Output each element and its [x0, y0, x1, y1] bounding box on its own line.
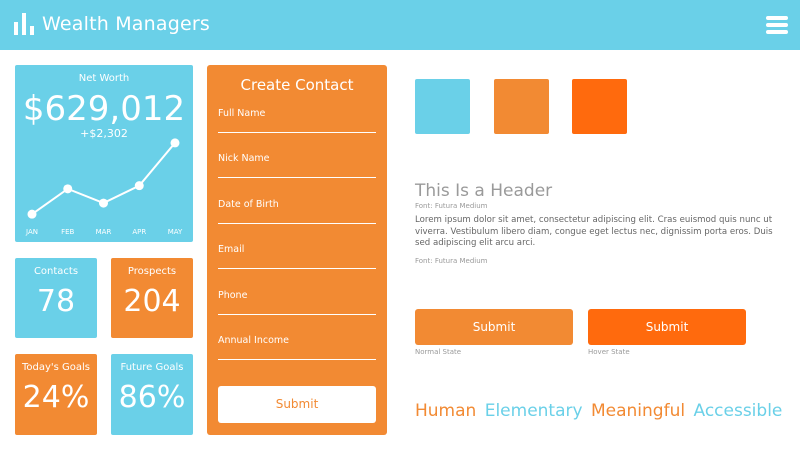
email-label: Email: [218, 244, 245, 255]
full-name-label: Full Name: [218, 108, 266, 119]
app-title: Wealth Managers: [42, 13, 210, 35]
form-title: Create Contact: [240, 76, 354, 94]
todays-goals-value: 24%: [22, 380, 90, 415]
phone-field[interactable]: [218, 290, 376, 315]
body-font-note: Font: Futura Medium: [415, 257, 488, 265]
todays-goals-card[interactable]: [15, 354, 97, 435]
normal-state-caption: Normal State: [415, 348, 462, 356]
net-worth-value: $629,012: [22, 89, 186, 129]
net-worth-label: Net Worth: [78, 73, 130, 84]
tagline: [415, 401, 785, 421]
prospects-card[interactable]: [111, 258, 193, 338]
x-tick-mar: MAR: [95, 228, 112, 236]
hover-state-caption: Hover State: [588, 348, 630, 356]
data-point-feb: [63, 184, 72, 193]
nick-name-field[interactable]: [218, 153, 376, 178]
contacts-card[interactable]: [15, 258, 97, 338]
top-bar: [0, 0, 800, 50]
tagline-word-elementary: Elementary: [484, 401, 583, 421]
future-goals-label: Future Goals: [120, 362, 184, 373]
prospects-label: Prospects: [127, 266, 177, 277]
tagline-word-human: Human: [415, 401, 477, 421]
annual-income-label: Annual Income: [218, 335, 289, 346]
tagline-word-meaningful: Meaningful: [590, 401, 686, 421]
email-field[interactable]: [218, 244, 376, 269]
phone-label: Phone: [218, 290, 248, 301]
date-of-birth-field[interactable]: [218, 199, 376, 224]
normal-state-button[interactable]: Submit: [415, 309, 573, 345]
color-swatch-deep-orange: [572, 79, 627, 134]
data-point-apr: [135, 181, 144, 190]
contacts-value: 78: [36, 284, 76, 319]
contacts-label: Contacts: [33, 266, 79, 277]
bar-chart-icon: [14, 13, 34, 35]
net-worth-line-chart: [15, 65, 193, 242]
x-tick-feb: FEB: [61, 228, 75, 236]
x-tick-jan: JAN: [26, 228, 38, 236]
style-header: This Is a Header: [415, 181, 553, 201]
body-text: Lorem ipsum dolor sit amet, consectetur adipiscing elit. Cras euismod quis nunc ut viverra. Vestibulum libero diam, congue eget lectus nec, dignissim porta eros. Duis sed adipiscing elit arcu arci.: [415, 215, 773, 249]
date-of-birth-label: Date of Birth: [218, 199, 279, 210]
future-goals-value: 86%: [118, 380, 186, 415]
nick-name-label: Nick Name: [218, 153, 270, 164]
create-contact-form: [207, 65, 387, 435]
net-worth-change: +$2,302: [80, 127, 128, 140]
form-submit-button[interactable]: Submit: [218, 386, 376, 423]
full-name-field[interactable]: [218, 108, 376, 133]
x-tick-may: MAY: [167, 228, 183, 236]
todays-goals-label: Today's Goals: [21, 362, 91, 373]
future-goals-card[interactable]: [111, 354, 193, 435]
net-worth-card: [15, 65, 193, 242]
data-point-may: [171, 138, 180, 147]
x-tick-apr: APR: [132, 228, 147, 236]
hamburger-menu-icon[interactable]: [766, 16, 788, 34]
annual-income-field[interactable]: [218, 335, 376, 360]
tagline-word-accessible: Accessible: [693, 401, 783, 421]
prospects-value: 204: [123, 284, 181, 319]
header-font-note: Font: Futura Medium: [415, 202, 488, 210]
color-swatch-orange: [494, 79, 549, 134]
hover-state-button[interactable]: Submit: [588, 309, 746, 345]
color-swatch-blue: [415, 79, 470, 134]
data-point-mar: [99, 199, 108, 208]
data-point-jan: [28, 210, 37, 219]
